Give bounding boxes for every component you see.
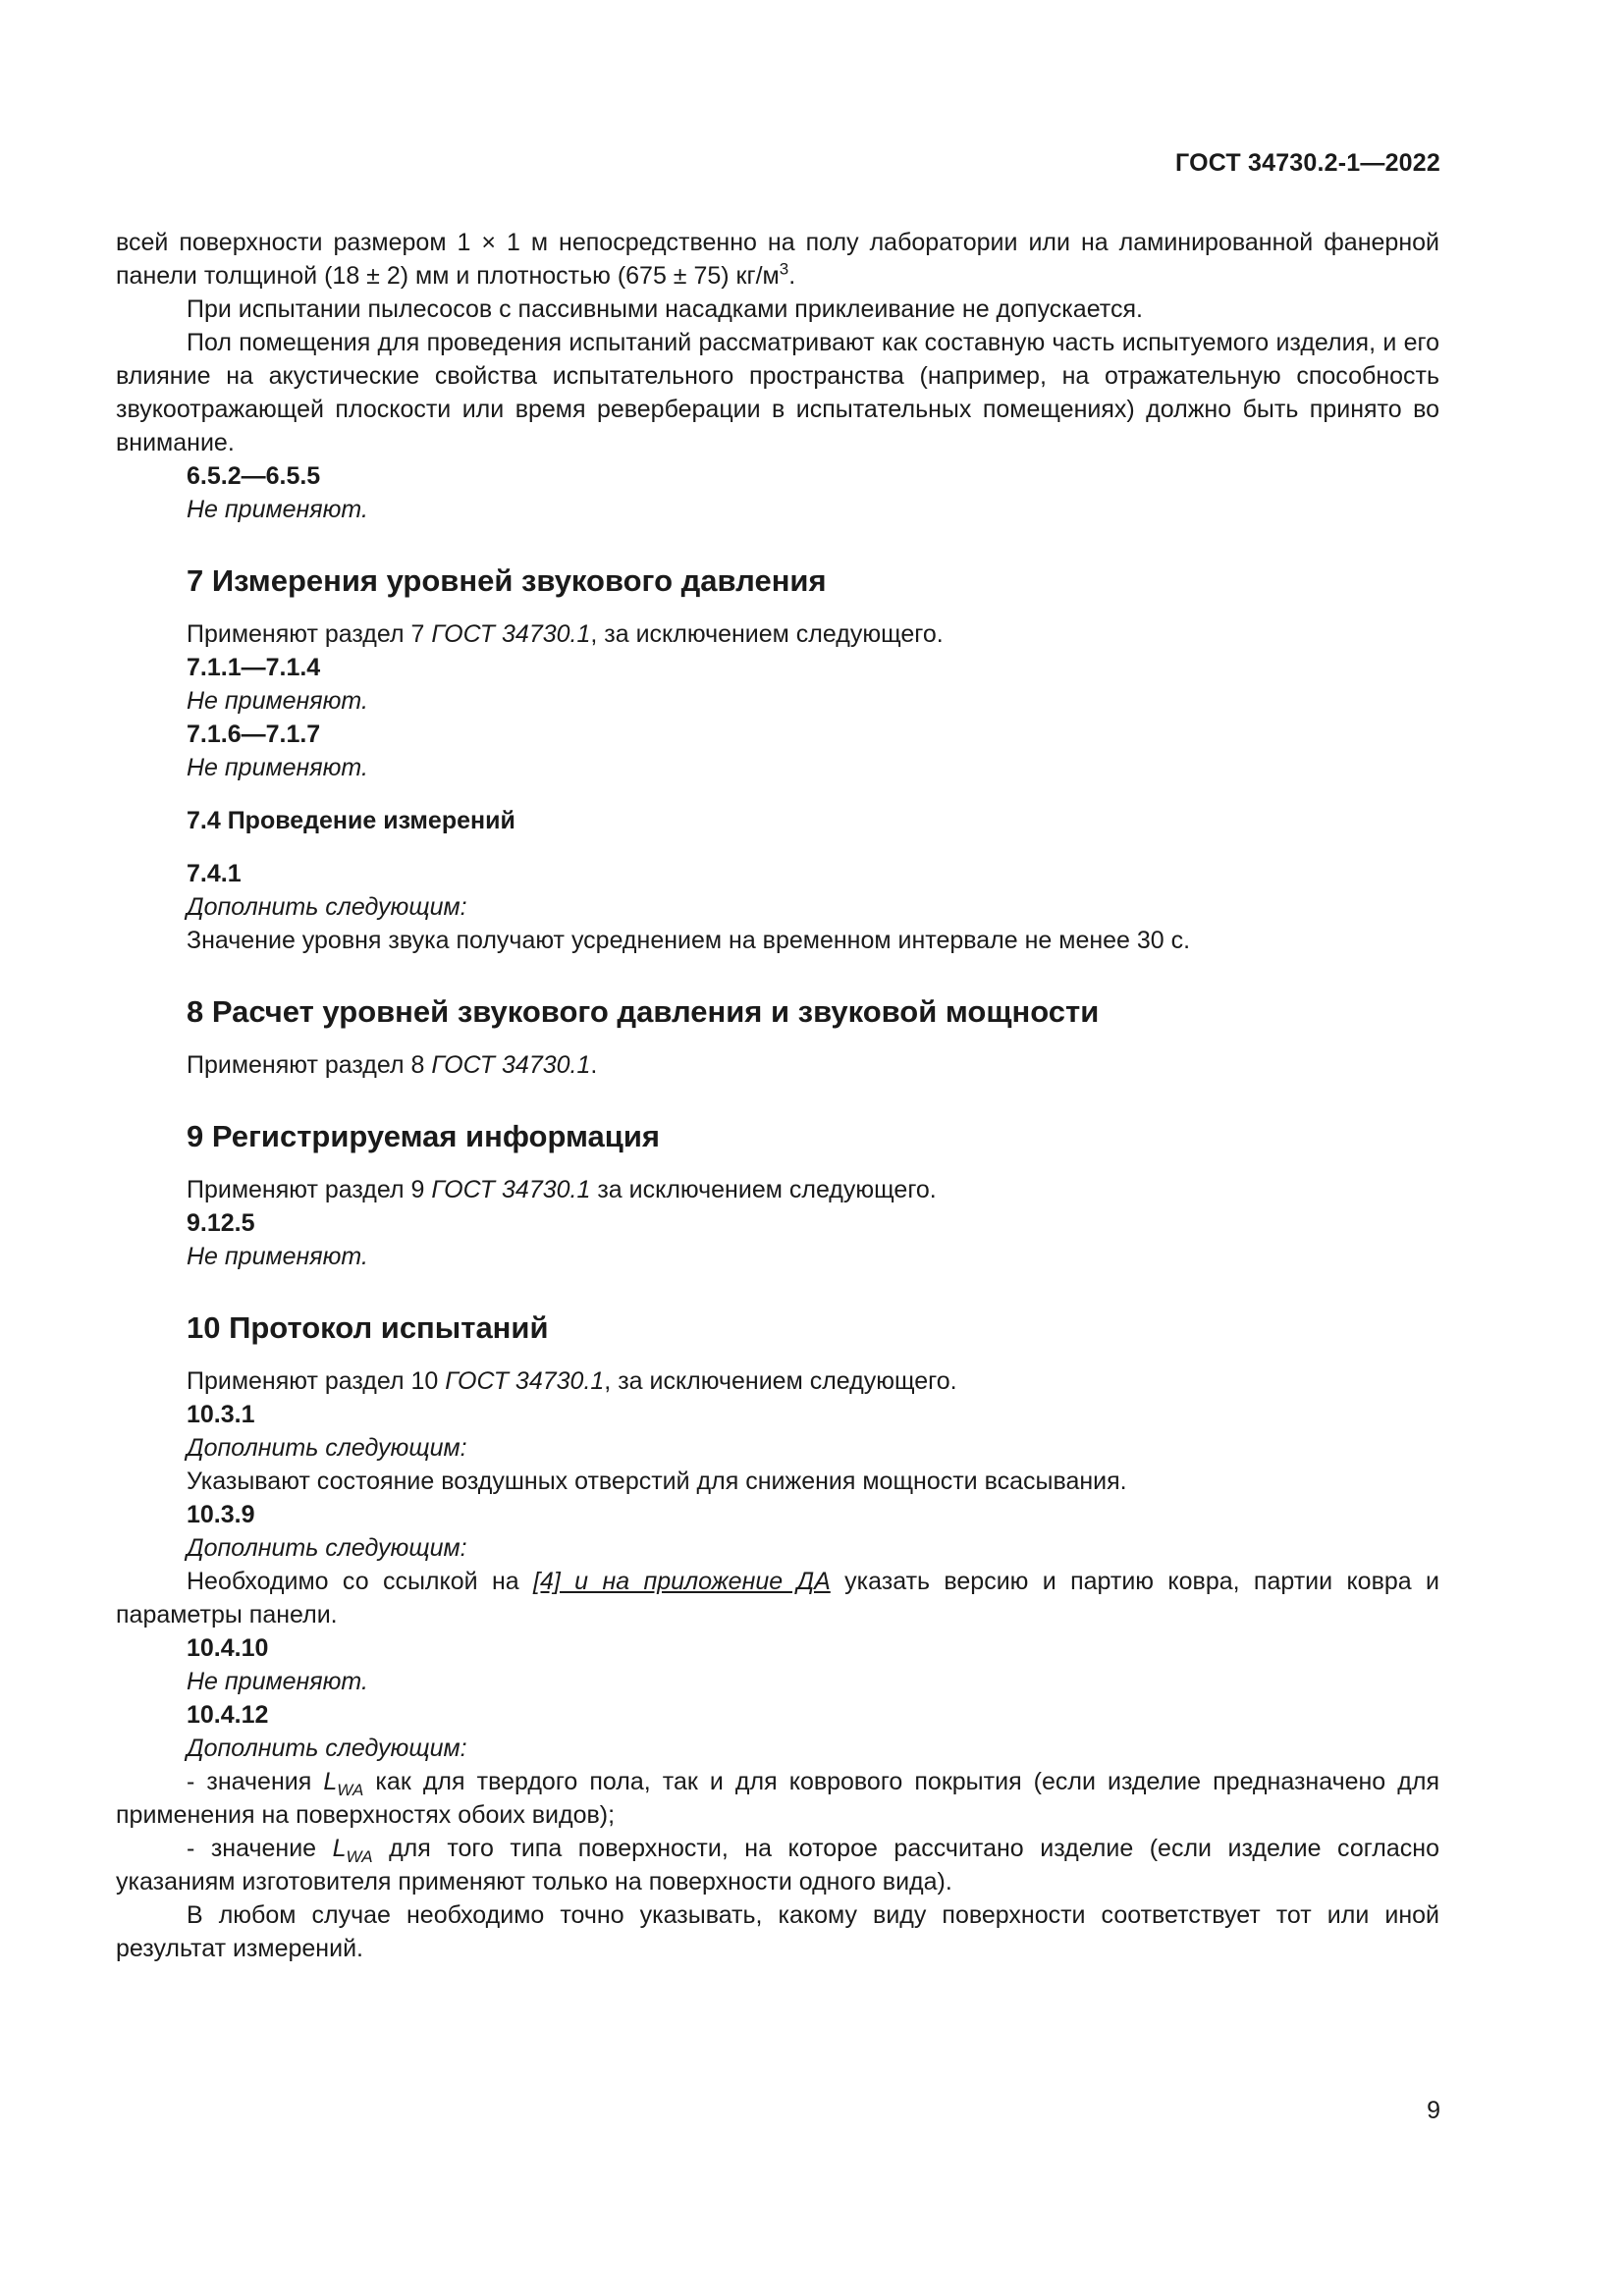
section-heading-8: 8 Расчет уровней звукового давления и звуковой мощности [187, 994, 1100, 1029]
list-item: - значение $L_{WA}$ для того типа поверхности, на которое рассчитано изделие (если изделие согласно указаниям изготовителя применяют только на поверхности одного вида). [116, 1835, 1439, 1896]
paragraph: Применяют раздел 10 ГОСТ 34730.1, за исключением следующего. [187, 1367, 957, 1395]
paragraph: Применяют раздел 9 ГОСТ 34730.1 за исключением следующего. [187, 1176, 937, 1203]
clause-number: 7.4.1 [187, 860, 242, 887]
section-heading-9: 9 Регистрируемая информация [187, 1119, 660, 1153]
paragraph: Пол помещения для проведения испытаний рассматривают как составную часть испытуемого изделия, и его влияние на акустические свойства испытательного пространства (например, на отражательную способность звукоотражающей плоскости или время реверберации в испытательных помещениях) должно быть принято во внимание. [116, 329, 1439, 456]
paragraph: Необходимо со ссылкой на [4] и на приложение ДА указать версию и партию ковра, партии ковра и параметры панели. [116, 1568, 1439, 1629]
clause-note: Дополнить следующим: [187, 893, 467, 921]
clause-number: 7.1.6—7.1.7 [187, 721, 321, 748]
clause-number: 10.4.12 [187, 1701, 269, 1729]
subsection-heading-7-4: 7.4 Проведение измерений [187, 807, 515, 834]
clause-note: Не применяют. [187, 1243, 368, 1270]
clause-note: Дополнить следующим: [187, 1735, 467, 1762]
clause-note: Не применяют. [187, 1668, 368, 1695]
clause-note: Не применяют. [187, 496, 368, 523]
paragraph: Значение уровня звука получают усреднением на временном интервале не менее 30 с. [187, 927, 1191, 954]
clause-note: Не применяют. [187, 687, 368, 715]
document-body [116, 226, 1439, 1965]
paragraph: Применяют раздел 7 ГОСТ 34730.1, за исключением следующего. [187, 620, 944, 648]
clause-note: Дополнить следующим: [187, 1534, 467, 1562]
clause-number: 9.12.5 [187, 1209, 255, 1237]
paragraph: При испытании пылесосов с пассивными насадками приклеивание не допускается. [187, 295, 1143, 323]
clause-note: Дополнить следующим: [187, 1434, 467, 1462]
clause-note: Не применяют. [187, 754, 368, 781]
section-heading-7: 7 Измерения уровней звукового давления [187, 563, 827, 598]
paragraph: всей поверхности размером 1 × 1 м непосредственно на полу лаборатории или на ламинированной фанерной панели толщиной (18 ± 2) мм и плотностью (675 ± 75) $кг/м^3$. [116, 229, 1439, 290]
reference-link[interactable]: [4] и на приложение ДА [533, 1568, 831, 1595]
paragraph: Указывают состояние воздушных отверстий для снижения мощности всасывания. [187, 1468, 1127, 1495]
document-header: ГОСТ 34730.2-1—2022 [1175, 149, 1440, 177]
section-heading-10: 10 Протокол испытаний [187, 1310, 549, 1345]
clause-number: 7.1.1—7.1.4 [187, 654, 321, 681]
page-number: 9 [1427, 2097, 1440, 2124]
clause-number: 6.5.2—6.5.5 [187, 462, 321, 490]
list-item: - значения $L_{WA}$ как для твердого пола, так и для коврового покрытия (если изделие предназначено для применения на поверхностях обоих видов); [116, 1768, 1440, 1829]
clause-number: 10.3.1 [187, 1401, 255, 1428]
clause-number: 10.3.9 [187, 1501, 255, 1528]
paragraph: В любом случае необходимо точно указывать, какому виду поверхности соответствует тот или иной результат измерений. [116, 1901, 1439, 1962]
clause-number: 10.4.10 [187, 1634, 269, 1662]
paragraph: Применяют раздел 8 ГОСТ 34730.1. [187, 1051, 598, 1079]
